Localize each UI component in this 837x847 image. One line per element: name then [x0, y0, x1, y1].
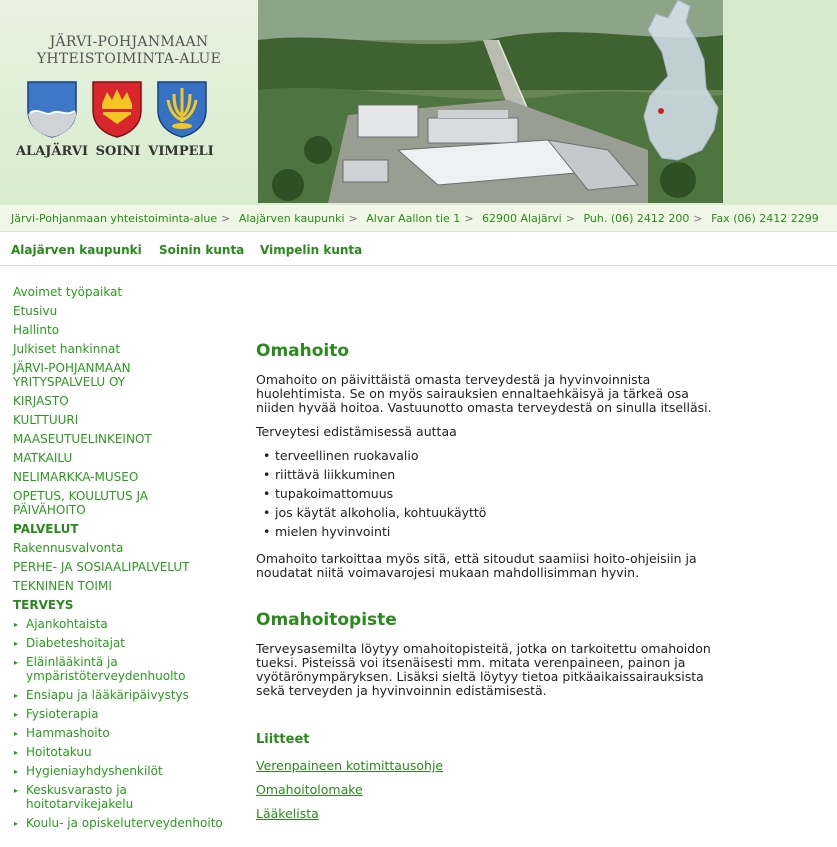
- municipality-nav: [0, 233, 837, 266]
- sidebar-subitem-diabeteshoitajat[interactable]: ▸ Diabeteshoitajat: [14, 636, 125, 650]
- chevron-right-icon: ▸: [14, 729, 19, 738]
- breadcrumb-address: Alvar Aallon tie 1: [366, 212, 461, 225]
- sidebar-item-kirjasto[interactable]: KIRJASTO: [13, 394, 69, 408]
- sidebar-item-kulttuuri[interactable]: KULTTUURI: [13, 413, 79, 427]
- vimpeli-crest-icon: [156, 80, 208, 138]
- sidebar-item-matkailu[interactable]: MATKAILU: [13, 451, 73, 465]
- list-item: • jos käytät alkoholia, kohtuukäyttö: [264, 506, 726, 520]
- chevron-right-icon: ▸: [14, 710, 19, 719]
- attachment-link-verenpaine[interactable]: Verenpaineen kotimittausohje: [256, 758, 444, 773]
- sidebar-item-julkiset-hankinnat[interactable]: Julkiset hankinnat: [13, 342, 121, 356]
- breadcrumb-phone: Puh. (06) 2412 200: [583, 212, 690, 225]
- sidebar-subitem-fysioterapia[interactable]: ▸ Fysioterapia: [14, 707, 99, 721]
- sidebar-item-yrityspalvelu[interactable]: JÄRVI-POHJANMAAN YRITYSPALVELU OY: [13, 361, 131, 389]
- chevron-right-icon: ▸: [14, 658, 19, 667]
- intro-paragraph: Omahoito on päivittäistä omasta terveydestä ja hyvinvoinnista huolehtimista. Se on myös sairauksien ennaltaehkäisyä ja tärkeä osa niiden hyvää hoitoa. Vastuunotto omasta terveydestä on sinulla itselläsi.: [256, 372, 712, 415]
- municipality-label-vimpeli: VIMPELI: [148, 144, 214, 159]
- sidebar-subitem-hoitotakuu[interactable]: ▸ Hoitotakuu: [14, 745, 92, 759]
- breadcrumb-postal: 62900 Alajärvi: [482, 212, 562, 225]
- chevron-right-icon: ▸: [14, 767, 19, 776]
- breadcrumb-separator: >: [693, 212, 703, 225]
- sidebar-subitem-ajankohtaista[interactable]: ▸ Ajankohtaista: [14, 617, 108, 631]
- breadcrumb-separator: >: [464, 212, 474, 225]
- omahoitopiste-paragraph: Terveysasemilta löytyy omahoitopisteitä, jotka on tarkoitettu omahoidon tueksi. Pisteissä voi itsenäisesti mm. mitata verenpaineen, painon ja vyötärönympäryksen. Lisäksi sieltä löytyy tietoa pitkäaikaissairauksista sekä terveyden ja hyvinvoinnin edistämisestä.: [256, 641, 711, 698]
- chevron-right-icon: ▸: [14, 786, 19, 795]
- list-intro: Terveytesi edistämisessä auttaa: [256, 424, 457, 439]
- sidebar-item-terveys[interactable]: TERVEYS: [13, 598, 74, 612]
- chevron-right-icon: ▸: [14, 819, 19, 828]
- sidebar-subitem-elainlaakinta[interactable]: ▸ Eläinlääkintä ja ympäristöterveydenhuolto: [14, 655, 186, 683]
- breadcrumb-org[interactable]: Järvi-Pohjanmaan yhteistoiminta-alue: [11, 212, 218, 225]
- sidebar-item-maaseutuelinkeinot[interactable]: MAASEUTUELINKEINOT: [13, 432, 152, 446]
- list-item: • terveellinen ruokavalio: [264, 449, 726, 463]
- brand-area[interactable]: [0, 0, 258, 205]
- nav-vimpeli[interactable]: Vimpelin kunta: [260, 243, 363, 257]
- header-aerial-photo: [258, 0, 723, 203]
- breadcrumb-city[interactable]: Alajärven kaupunki: [238, 212, 345, 225]
- list-item: • riittävä liikkuminen: [264, 468, 726, 482]
- page-title: Omahoito: [256, 341, 350, 361]
- sidebar-item-rakennusvalvonta[interactable]: Rakennusvalvonta: [13, 541, 124, 555]
- alajarvi-crest-icon: [26, 80, 78, 138]
- sidebar-item-opetus[interactable]: OPETUS, KOULUTUS JA PÄIVÄHOITO: [13, 489, 149, 517]
- soini-crest-icon: [91, 80, 143, 138]
- organization-name: JÄRVI-POHJANMAAN YHTEISTOIMINTA-ALUE: [36, 34, 222, 67]
- header-right-panel: [723, 0, 837, 205]
- sidebar-item-palvelut[interactable]: PALVELUT: [13, 522, 79, 536]
- chevron-right-icon: ▸: [14, 639, 19, 648]
- breadcrumb: [11, 212, 823, 225]
- main-content: [256, 341, 726, 830]
- outro-paragraph: Omahoito tarkoittaa myös sitä, että sitoudut saamiisi hoito-ohjeisiin ja noudatat niitä voimavarojesi mukaan mahdollisimman hyvin.: [256, 551, 697, 580]
- chevron-right-icon: ▸: [14, 620, 19, 629]
- sidebar-subitem-hygieniayhdyshenkilot[interactable]: ▸ Hygieniayhdyshenkilöt: [14, 764, 163, 778]
- municipality-label-alajarvi: ALAJÄRVI: [15, 144, 89, 159]
- breadcrumb-fax: Fax (06) 2412 2299: [711, 212, 819, 225]
- sidebar-item-tekninen-toimi[interactable]: TEKNINEN TOIMI: [13, 579, 112, 593]
- sidebar-item-nelimarkka-museo[interactable]: NELIMARKKA-MUSEO: [13, 470, 139, 484]
- attachment-link-laakelista[interactable]: Lääkelista: [256, 806, 319, 821]
- section-title-omahoitopiste: Omahoitopiste: [256, 610, 397, 630]
- breadcrumb-separator: >: [221, 212, 231, 225]
- list-item: • tupakoimattomuus: [264, 487, 726, 501]
- health-tips-list: [264, 449, 726, 539]
- chevron-right-icon: ▸: [14, 691, 19, 700]
- site-header: [0, 0, 837, 205]
- attachments-heading: Liitteet: [256, 732, 310, 747]
- sidebar-subitem-ensiapu[interactable]: ▸ Ensiapu ja lääkäripäivystys: [14, 688, 189, 702]
- sidebar-item-perhe-ja-sosiaalipalvelut[interactable]: PERHE- JA SOSIAALIPALVELUT: [13, 560, 190, 574]
- sidebar-subitem-hammashoito[interactable]: ▸ Hammashoito: [14, 726, 110, 740]
- sidebar-item-hallinto[interactable]: Hallinto: [13, 323, 60, 337]
- breadcrumb-separator: >: [348, 212, 358, 225]
- municipality-label-soini: SOINI: [95, 144, 141, 159]
- nav-alajarvi[interactable]: Alajärven kaupunki: [11, 243, 142, 257]
- list-item: • mielen hyvinvointi: [264, 525, 726, 539]
- sidebar-item-etusivu[interactable]: Etusivu: [13, 304, 58, 318]
- sidebar-menu: [13, 285, 223, 835]
- chevron-right-icon: ▸: [14, 748, 19, 757]
- sidebar-subitem-kouluterveydenhoito[interactable]: ▸ Koulu- ja opiskeluterveydenhoito: [14, 816, 223, 830]
- nav-soini[interactable]: Soinin kunta: [159, 243, 245, 257]
- attachment-link-omahoitolomake[interactable]: Omahoitolomake: [256, 782, 363, 797]
- sidebar-item-avoimet-tyopaikat[interactable]: Avoimet työpaikat: [13, 285, 123, 299]
- sidebar-subitem-keskusvarasto[interactable]: ▸ Keskusvarasto ja hoitotarvikejakelu: [14, 783, 134, 811]
- breadcrumb-separator: >: [565, 212, 575, 225]
- breadcrumb-bar: [0, 205, 837, 232]
